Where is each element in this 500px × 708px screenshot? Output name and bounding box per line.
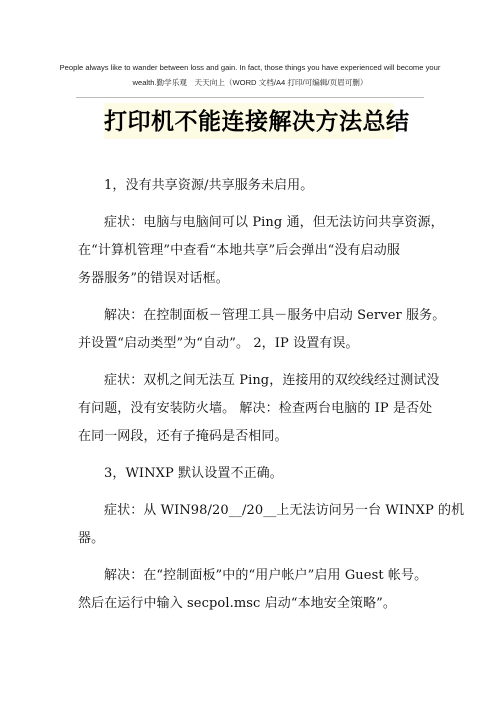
paragraph-line: 3，WINXP 默认设置不正确。 bbox=[104, 466, 283, 481]
paragraph-line: 症状：电脑与电脑间可以 Ping 通，但无法访问共享资源， bbox=[104, 215, 444, 230]
page-header bbox=[50, 60, 450, 90]
paragraph-line: 症状：双机之间无法互 Ping，连接用的双绞线经过测试没 bbox=[104, 373, 440, 388]
paragraph-3 bbox=[78, 302, 446, 358]
header-divider bbox=[76, 97, 424, 98]
paragraph-line: 1，没有共享资源/共享服务未启用。 bbox=[104, 178, 314, 193]
paragraph-line: 务器服务”的错误对话框。 bbox=[78, 271, 229, 286]
paragraph-4 bbox=[78, 367, 440, 451]
paragraph-line: 解决：在控制面板－管理工具－服务中启动 Server 服务。 bbox=[104, 308, 446, 323]
paragraph-line: 然后在运行中输入 secpol.msc 启动“本地安全策略”。 bbox=[78, 596, 397, 611]
header-line-1: People always like to wander between loss and gain. In fact, those things you have experienced will become your bbox=[59, 63, 441, 72]
document-title: 打印机不能连接解决方法总结 bbox=[104, 109, 410, 135]
paragraph-6 bbox=[78, 497, 465, 553]
paragraph-line: 在同一网段，还有子掩码是否相同。 bbox=[78, 429, 288, 444]
header-line-2: wealth.勤学乐观 天天向上（WORD 文档/A4 打印/可编辑/页眉可删） bbox=[132, 78, 368, 87]
paragraph-line: 症状：从 WIN98/20__/20__上无法访问另一台 WINXP 的机 bbox=[104, 503, 465, 518]
paragraph-line: 并设置“启动类型”为“自动”。 2，IP 设置有误。 bbox=[78, 336, 359, 351]
paragraph-2 bbox=[78, 209, 444, 293]
paragraph-line: 在“计算机管理”中查看“本地共享”后会弹出“没有启动服 bbox=[78, 243, 400, 258]
document-body bbox=[78, 172, 465, 627]
paragraph-line: 解决：在“控制面板”中的“用户帐户”启用 Guest 帐号。 bbox=[104, 568, 428, 583]
paragraph-7 bbox=[78, 562, 430, 618]
paragraph-line: 器。 bbox=[78, 531, 105, 546]
paragraph-1 bbox=[78, 172, 430, 200]
paragraph-5 bbox=[78, 460, 430, 488]
paragraph-line: 有问题，没有安装防火墙。 解决：检查两台电脑的 IP 是否处 bbox=[78, 401, 433, 416]
